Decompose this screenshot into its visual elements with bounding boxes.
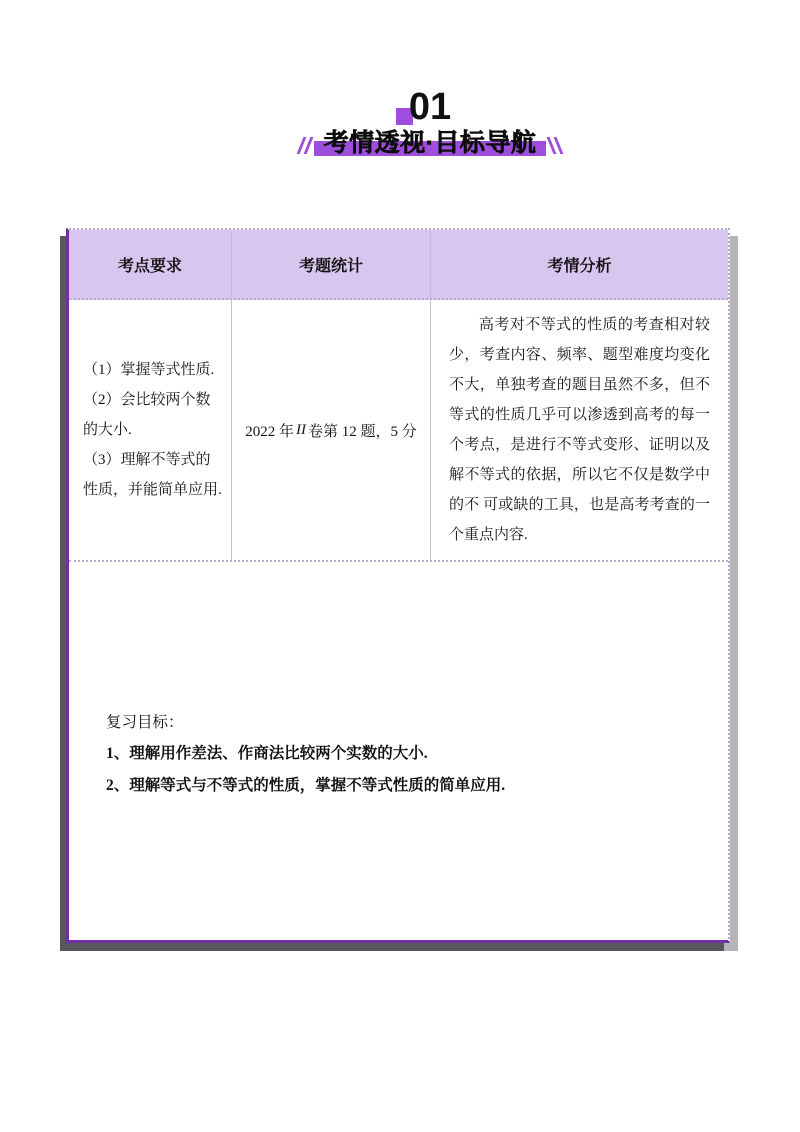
column-header-analysis: 考情分析: [547, 257, 612, 275]
statistics-text-suffix: 卷第 12 题，5 分: [308, 423, 417, 440]
requirement-item: （2）会比较两个数的大小.: [83, 392, 211, 438]
table-body-row: [69, 300, 728, 562]
analysis-paragraph: 高考对不等式的性质的考查相对较少，考查内容、频率、题型难度均变化不大，单独考查的题目虽然不多，但不等式的性质几乎可以渗透到高考的每一个考点，是进行不等式变形、证明以及解不等式的依据，所以它不仅是数学中的不 可或缺的工具，也是高考考查的一个重点内容.: [449, 317, 710, 543]
analysis-cell: [431, 300, 728, 560]
column-header-requirements: 考点要求: [69, 230, 232, 298]
review-goal-item: 1、理解用作差法、作商法比较两个实数的大小.: [106, 745, 428, 762]
section-number-text: 01: [408, 86, 452, 128]
requirement-item: （1）掌握等式性质.: [83, 362, 215, 378]
statistics-cell: [232, 300, 431, 560]
review-goals-section: [69, 562, 728, 940]
requirement-item: （3）理解不等式的性质，并能简单应用.: [83, 452, 222, 498]
statistics-text-prefix: 2022 年: [245, 423, 294, 440]
left-slashes-icon: [300, 137, 310, 154]
section-title-row: [0, 128, 800, 158]
statistics-roman-numeral: II: [296, 421, 306, 438]
review-goal-item: 2、理解等式与不等式的性质，掌握不等式性质的简单应用.: [106, 777, 506, 794]
section-header: [0, 88, 800, 158]
requirements-cell: [69, 300, 232, 560]
table-header-row: [69, 230, 728, 300]
section-title-wrap: [318, 128, 543, 158]
column-header-statistics: 考题统计: [232, 230, 431, 298]
section-number: [409, 88, 451, 126]
section-title: 考情透视·目标导航: [323, 129, 537, 157]
content-box: [66, 228, 730, 943]
review-goals-label: 复习目标：: [106, 714, 184, 731]
right-slashes-icon: [550, 137, 560, 154]
